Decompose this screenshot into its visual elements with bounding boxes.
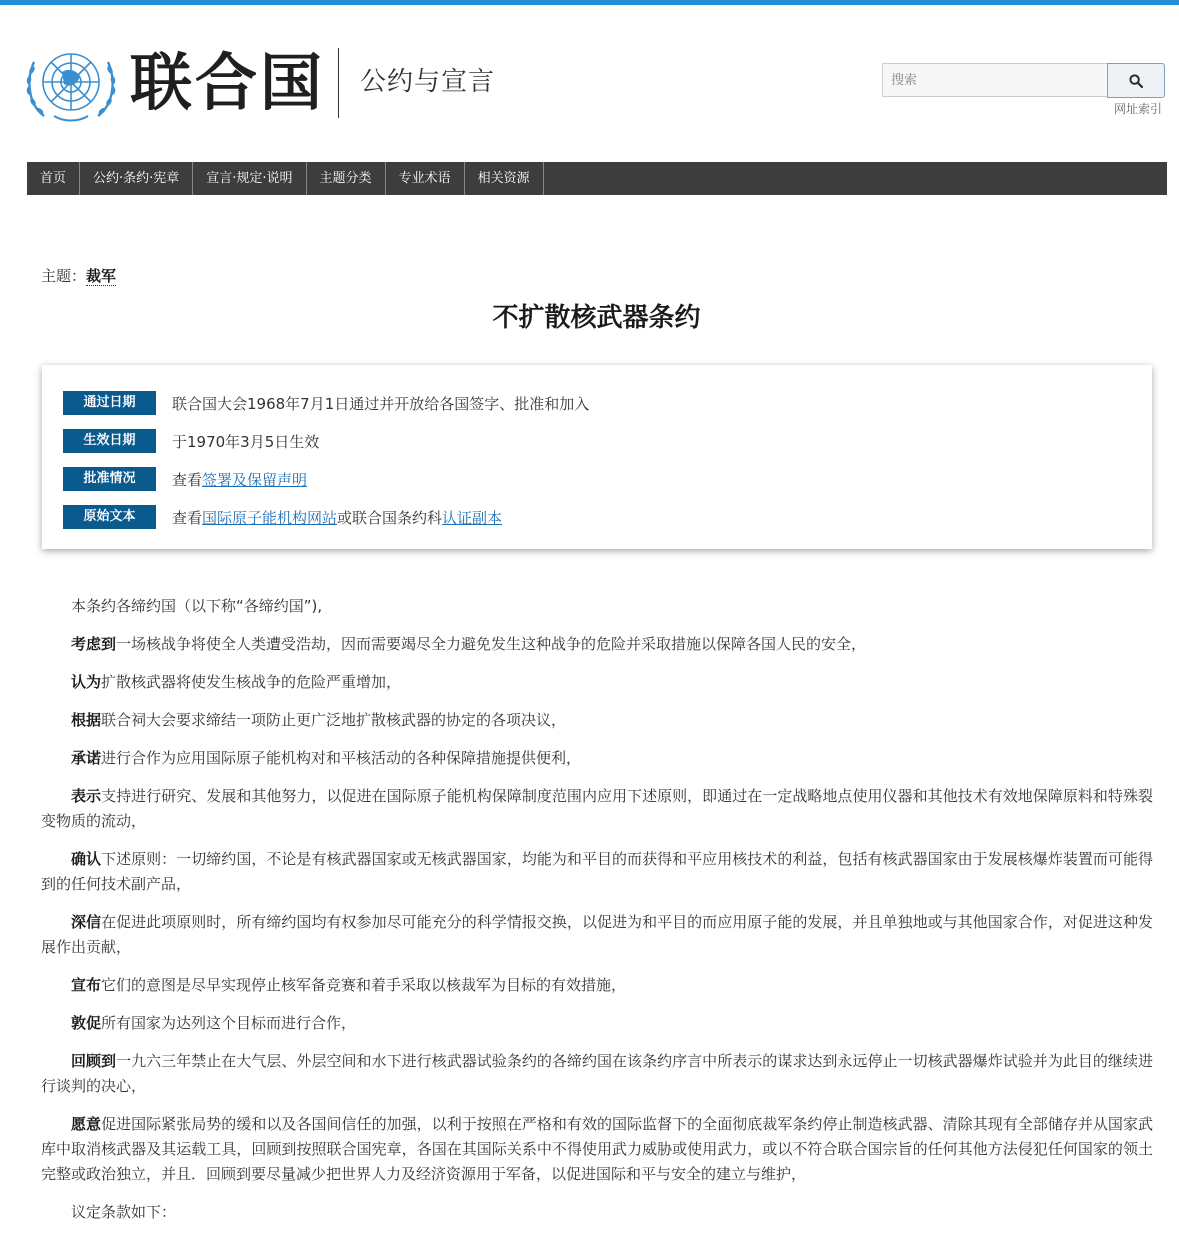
preamble-paragraph bbox=[41, 973, 1153, 998]
preamble-closing: 议定条款如下： bbox=[71, 1203, 177, 1221]
preamble-lead: 深信 bbox=[71, 913, 102, 931]
certified-copy-link[interactable]: 认证副本 bbox=[442, 508, 503, 527]
original-text-value bbox=[172, 507, 502, 528]
preamble-lead: 承诺 bbox=[71, 749, 102, 767]
preamble-text: 一场核战争将使全人类遭受浩劫，因而需要竭尽全力避免发生这种战争的危险并采取措施以保障各国人民的安全， bbox=[116, 635, 867, 653]
adoption-label: 通过日期 bbox=[63, 391, 156, 415]
un-emblem-logo[interactable] bbox=[24, 44, 118, 124]
preamble-text: 一九六三年禁止在大气层、外层空间和水下进行核武器试验条约的各缔约国在该条约序言中所表示的谋求达到永远停止一切核武器爆炸试验并为此目的继续进行谈判的决心， bbox=[41, 1052, 1153, 1095]
original-text-middle: 或联合国条约科 bbox=[337, 508, 443, 527]
site-index-link[interactable]: 网址索引 bbox=[1113, 102, 1162, 116]
breadcrumb-topic-link[interactable]: 裁军 bbox=[86, 267, 117, 285]
preamble-text: 进行合作为应用国际原子能机构对和平核活动的各种保障措施提供便利， bbox=[101, 749, 582, 767]
preamble-lead: 表示 bbox=[71, 787, 102, 805]
preamble-paragraph bbox=[41, 1011, 1153, 1036]
preamble-paragraph bbox=[41, 1112, 1153, 1187]
adoption-value: 联合国大会1968年7月1日通过并开放给各国签字、批准和加入 bbox=[172, 394, 590, 413]
header-divider bbox=[338, 48, 339, 118]
preamble-paragraph bbox=[41, 746, 1153, 771]
treaty-info-panel bbox=[42, 365, 1152, 549]
nav-item-home[interactable]: 首页 bbox=[27, 162, 80, 195]
org-name-title[interactable]: 联合国 bbox=[130, 46, 326, 119]
preamble-paragraph bbox=[41, 670, 1153, 695]
nav-item-conventions[interactable]: 公约·条约·宪章 bbox=[80, 162, 193, 195]
main-nav bbox=[27, 162, 1167, 195]
nav-item-topics[interactable]: 主题分类 bbox=[307, 162, 386, 195]
iaea-website-link[interactable]: 国际原子能机构网站 bbox=[202, 508, 338, 527]
original-text-prefix: 查看 bbox=[172, 508, 203, 527]
preamble-paragraph bbox=[41, 910, 1153, 960]
preamble-text: 促进国际紧张局势的缓和以及各国间信任的加强，以利于按照在严格和有效的国际监督下的全面彻底裁军条约停止制造核武器、清除其现有全部储存并从国家武库中取消核武器及其运载工具，回顾到按照联合国宪章，各国在其国际关系中不得使用武力威胁或使用武力，或以不符合联合国宗旨的任何其他方法侵犯任何国家的领土完整或政治独立，并且．回顾到要尽量减少把世界人力及经济资源用于军备，以促进国际和平与安全的建立与维护， bbox=[41, 1115, 1153, 1183]
breadcrumb-prefix: 主题： bbox=[41, 267, 87, 285]
preamble-lead: 认为 bbox=[71, 673, 102, 691]
preamble-text: 它们的意图是尽早实现停止核军备竞赛和着手采取以核裁军为目标的有效措施， bbox=[101, 976, 627, 994]
ratification-value bbox=[172, 469, 307, 490]
preamble-text: 联合祠大会要求缔结一项防止更广泛地扩散核武器的协定的各项决议， bbox=[101, 711, 567, 729]
preamble-text: 在促进此项原则时，所有缔约国均有权参加尽可能充分的科学情报交换，以促进为和平目的而应用原子能的发展，并且单独地或与其他国家合作，对促进这种发展作出贡献， bbox=[41, 913, 1153, 956]
preamble-text: 支持进行研究、发展和其他努力，以促进在国际原子能机构保障制度范围内应用下述原则，即通过在一定战略地点使用仪器和其他技术有效地保障原料和特殊裂变物质的流动， bbox=[41, 787, 1153, 830]
ratification-label: 批准情况 bbox=[63, 467, 156, 491]
search-input[interactable] bbox=[882, 63, 1108, 97]
treaty-preamble bbox=[41, 594, 1153, 1238]
entry-into-force-value: 于1970年3月5日生效 bbox=[172, 432, 320, 451]
preamble-text: 所有国家为达列这个目标而进行合作， bbox=[101, 1014, 357, 1032]
nav-item-terminology[interactable]: 专业术语 bbox=[386, 162, 465, 195]
preamble-lead: 敦促 bbox=[71, 1014, 102, 1032]
preamble-paragraph bbox=[41, 847, 1153, 897]
info-row-original-text bbox=[63, 505, 502, 529]
info-row-entry-into-force bbox=[63, 429, 319, 453]
preamble-lead: 愿意 bbox=[71, 1115, 102, 1133]
nav-item-resources[interactable]: 相关资源 bbox=[465, 162, 544, 195]
preamble-lead: 回顾到 bbox=[71, 1052, 117, 1070]
preamble-paragraph bbox=[41, 708, 1153, 733]
page-title: 不扩散核武器条约 bbox=[492, 303, 701, 333]
preamble-text: 扩散核武器将使发生核战争的危险严重增加， bbox=[101, 673, 402, 691]
signatures-reservations-link[interactable]: 签署及保留声明 bbox=[202, 470, 308, 489]
preamble-paragraph bbox=[41, 784, 1153, 834]
preamble-paragraph bbox=[41, 632, 1153, 657]
preamble-lead: 考虑到 bbox=[71, 635, 117, 653]
info-row-ratification bbox=[63, 467, 307, 491]
preamble-lead: 根据 bbox=[71, 711, 102, 729]
entry-into-force-label: 生效日期 bbox=[63, 429, 156, 453]
breadcrumb bbox=[41, 266, 116, 286]
preamble-paragraph bbox=[41, 1049, 1153, 1099]
search-button[interactable] bbox=[1107, 63, 1165, 98]
ratification-prefix: 查看 bbox=[172, 470, 203, 489]
top-accent-bar bbox=[0, 0, 1179, 5]
search-icon bbox=[1129, 74, 1143, 88]
preamble-lead: 宣布 bbox=[71, 976, 102, 994]
nav-item-declarations[interactable]: 宣言·规定·说明 bbox=[193, 162, 306, 195]
info-row-adoption bbox=[63, 391, 589, 415]
preamble-intro: 本条约各缔约国（以下称“各缔约国”), bbox=[71, 597, 323, 615]
preamble-lead: 确认 bbox=[71, 850, 102, 868]
section-name[interactable]: 公约与宣言 bbox=[360, 67, 496, 97]
preamble-text: 下述原则：一切缔约国，不论是有核武器国家或无核武器国家，均能为和平目的而获得和平应用核技术的利益，包括有核武器国家由于发展核爆炸装置而可能得到的任何技术副产品， bbox=[41, 850, 1153, 893]
original-text-label: 原始文本 bbox=[63, 505, 156, 529]
